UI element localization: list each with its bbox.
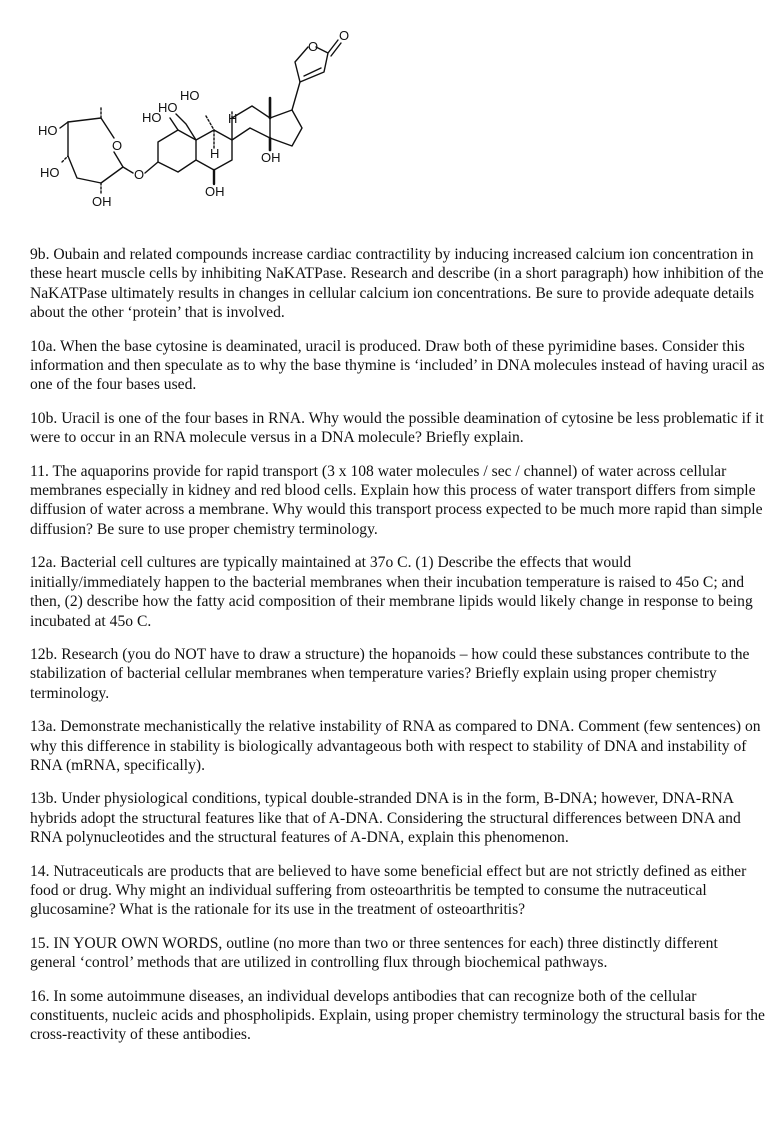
steroid-ring-a	[158, 130, 196, 172]
hydroxymethyl-bond	[176, 114, 196, 140]
question-10a: 10a. When the base cytosine is deaminated, uracil is produced. Draw both of these pyrimidine bases. Consider this information and then speculate as to why the base thymine is ‘included’ in DNA molecules instead of having uracil as one of the four bases used.	[30, 337, 765, 394]
question-10b: 10b. Uracil is one of the four bases in RNA. Why would the possible deamination of cytosine be less problematic if it were to occur in an RNA molecule versus in a DNA molecule? Briefly explain.	[30, 409, 764, 447]
sugar-substituent-bond	[60, 122, 68, 128]
atom-label-o: O	[112, 138, 123, 153]
question-9b: 9b. Oubain and related compounds increase cardiac contractility by inducing increased calcium ion concentration in these heart muscle cells by inhibiting NaKATPase. Research and describe (in a short paragraph) how inhibition of the NaKATPase ultimately results in changes in cellular calcium ion concentrations. Be sure to provide adequate details about the other ‘protein’ that is involved.	[30, 246, 764, 322]
atom-label-h: H	[210, 146, 220, 161]
atom-label-oh: OH	[205, 184, 225, 199]
question-12a: 12a. Bacterial cell cultures are typically maintained at 37o C. (1) Describe the effects that would initially/immediately happen to the bacterial membranes when their incubation temperature is raised to 45o C; and then, (2) describe how the fatty acid composition of their membrane lipids would likely change in response to being incubated at 45o C.	[30, 554, 753, 630]
glycosidic-bond	[123, 167, 133, 173]
atom-label-oh: OH	[92, 194, 112, 209]
atom-label-h: H	[228, 111, 238, 126]
atom-label-o: O	[134, 167, 145, 182]
question-14: 14. Nutraceuticals are products that are believed to have some beneficial effect but are not strictly defined as either food or drug. Why might an individual suffering from osteoarthritis be tempted to consume the nutraceutical glucosamine? What is the rationale for its use in the treatment of osteoarthritis?	[30, 862, 747, 919]
hydroxyl-bond	[170, 118, 178, 130]
ouabain-structure-diagram	[30, 10, 390, 215]
carbonyl-bond	[331, 43, 341, 56]
atom-label-ho: HO	[40, 165, 60, 180]
carbonyl-bond	[328, 40, 338, 53]
sugar-ring-bond	[68, 118, 114, 138]
atom-label-ho: HO	[158, 100, 178, 115]
question-list	[30, 245, 765, 1059]
atom-label-ho: HO	[38, 123, 58, 138]
atom-label-ho: HO	[142, 110, 162, 125]
atom-label-o: O	[308, 39, 319, 54]
question-15: 15. IN YOUR OWN WORDS, outline (no more than two or three sentences for each) three distinctly different general ‘control’ methods that are utilized in controlling flux through biochemical pathways.	[30, 934, 718, 972]
glycosidic-bond	[145, 162, 158, 173]
question-13a: 13a. Demonstrate mechanistically the relative instability of RNA as compared to DNA. Comment (few sentences) on why this difference in stability is biologically advantageous both with respect to stability of DNA and instability of RNA (mRNA, specifically).	[30, 718, 761, 774]
atom-label-o: O	[339, 28, 350, 43]
question-12b: 12b. Research (you do NOT have to draw a structure) the hopanoids – how could these substances contribute to the stabilization of bacterial cellular membranes when temperature varies? Briefly explain using proper chemistry terminology.	[30, 645, 750, 702]
atom-label-ho: HO	[180, 88, 200, 103]
hydroxyl-bond	[206, 116, 214, 130]
question-11: 11. The aquaporins provide for rapid transport (3 x 108 water molecules / sec / channel) of water across cellular membranes especially in kidney and red blood cells. Explain how this process of water transport differs from simple diffusion of water across a membrane. Why would this transport process expected to be much more rapid than simple diffusion? Be sure to use proper chemistry terminology.	[30, 462, 763, 538]
sugar-substituent-bond	[62, 156, 68, 162]
steroid-ring-d	[270, 110, 302, 146]
question-16: 16. In some autoimmune diseases, an individual develops antibodies that can recognize both of the cellular constituents, nucleic acids and phospholipids. Explain, using proper chemistry terminology the structural basis for the cross-reactivity of these antibodies.	[30, 987, 765, 1044]
steroid-ring-c	[232, 106, 270, 140]
lactone-link-bond	[292, 82, 300, 110]
question-13b: 13b. Under physiological conditions, typical double-stranded DNA is in the form, B-DNA; however, DNA-RNA hybrids adopt the structural features like that of A-DNA. Considering the structural differences between DNA and RNA polynucleotides and the structural features of A-DNA, explain this phenomenon.	[30, 790, 741, 847]
atom-label-oh: OH	[261, 150, 281, 165]
